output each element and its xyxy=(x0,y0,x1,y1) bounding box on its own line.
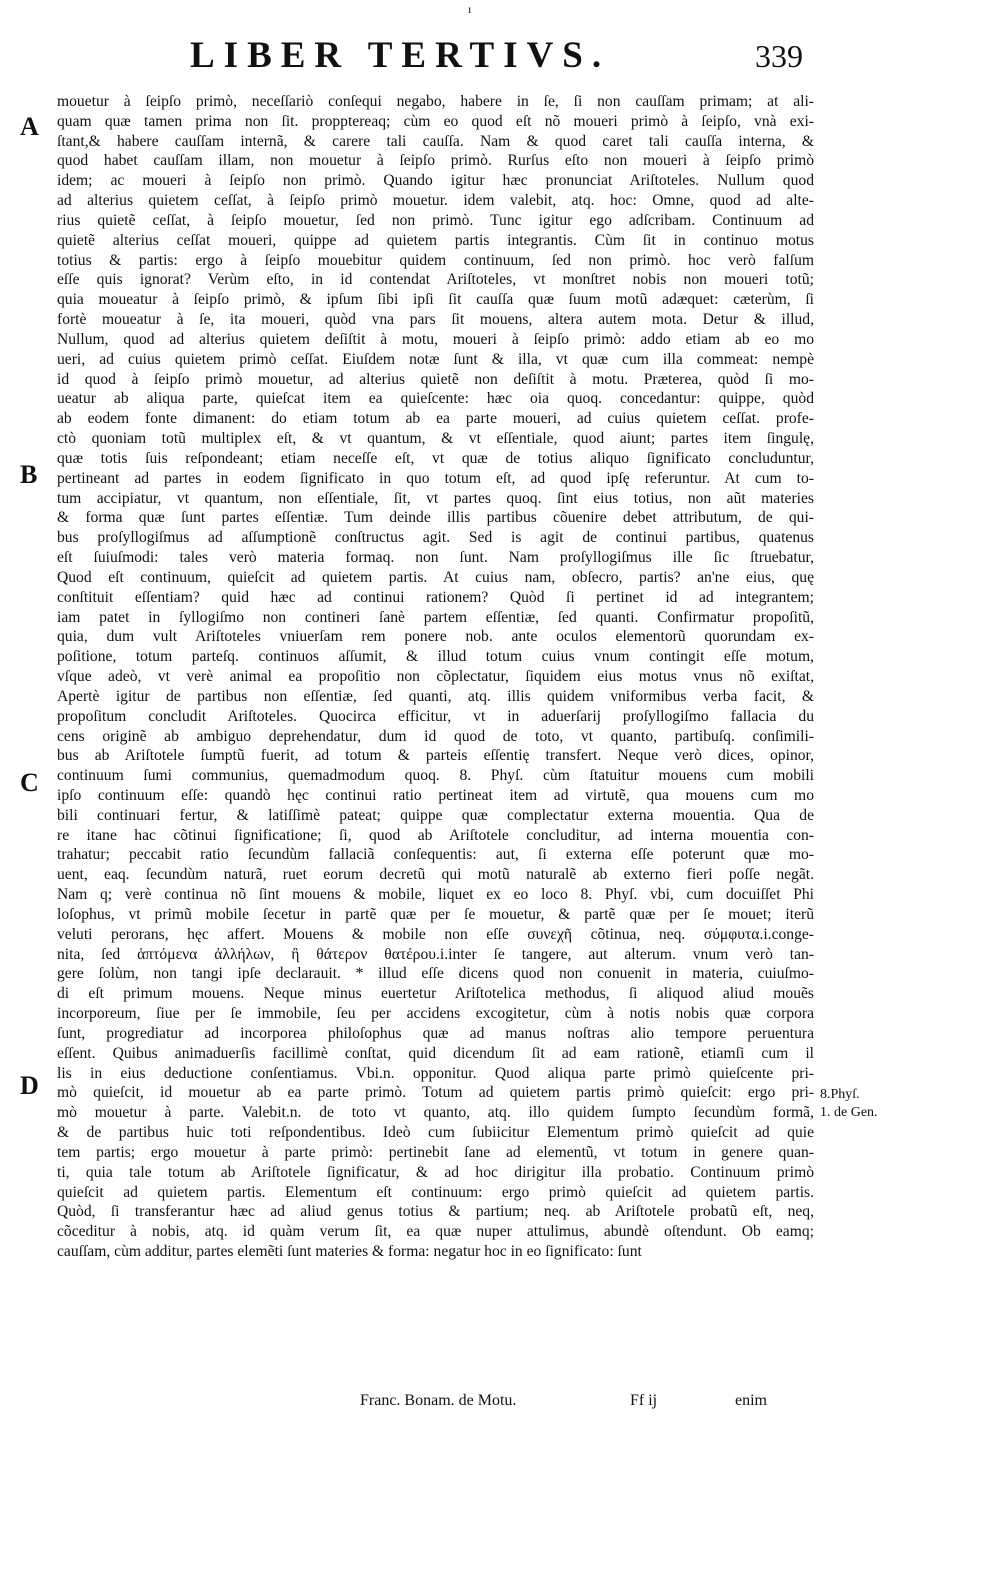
text-line: pertineant ad partes in eodem ſignificato in quo totum eſt, ad quod ipſę referuntur. At cum to- xyxy=(57,469,814,487)
page-footer xyxy=(0,1392,1000,1416)
footer-signature: Franc. Bonam. de Motu. xyxy=(360,1392,517,1409)
text-line: di eſt primum mouens. Neque minus euertetur Ariſtotelica methodus, ſi aliquod aliud mouẽs xyxy=(57,985,814,1003)
text-line: id quod à ſeipſo primò mouetur, ad alterius quietẽ non deſiſtit à motu. Præterea, quòd ſi mo- xyxy=(57,370,814,388)
text-line: rius quietẽ ceſſat, à ſeipſo mouetur, ſed non primò. Tunc igitur ego adſcribam. Continuum ad xyxy=(57,211,814,229)
text-line: tem partis; ergo mouetur à parte primò: pertinebit ſane ad elementũ, vt totum in genere quan- xyxy=(57,1143,814,1161)
text-line: Quod eſt continuum, quieſcit ad quietem partis. At cuius nam, obſecro, partis? an'ne eius, quę xyxy=(57,568,814,586)
text-line: mò quieſcit, id mouetur ab ea parte primò. Totum ad quietem partis primò quieſcit: ergo pri- xyxy=(57,1084,814,1102)
footer-gathering-mark: Ff ij xyxy=(630,1392,658,1409)
text-line: fortè moueatur à ſe, ita moueri, quòd vna pars ſit mouens, altera autem mota. Detur & illud, xyxy=(57,311,814,329)
text-line: conſtituit eſſentiam? quid hæc ad continui rationem? Quòd ſi pertinet id ad integrantem; xyxy=(57,588,814,606)
text-line: ſtant,& habere cauſſam internã, & carere tali cauſſa. Nam & quod caret tali cauſſa interna, & xyxy=(57,132,814,150)
margin-note-line: 8.Phyſ. xyxy=(820,1087,860,1102)
text-line: Nam q; verè continua nõ ſint mouens & mobile, liquet ex eo loco 8. Phyſ. vbi, cum docuiſſet Phi xyxy=(57,886,814,904)
text-line: ab eodem fonte dimanent: do etiam totum ab ea parte moueri, ad cuius quietem ceſſat. profe- xyxy=(57,410,814,428)
section-letter-c: C xyxy=(20,768,39,797)
text-line: uent, eaq. ſecundùm naturã, ruet eorum decretũ qui motũ naturalẽ ab externo fieri poſſe negãt. xyxy=(57,866,814,884)
text-line: continuum ſumi communius, quemadmodum quoq. 8. Phyſ. cùm ſtatuitur mouens cum mobili xyxy=(57,767,814,785)
text-line: propoſitum concludit Ariſtoteles. Quocirca efficitur, vt in aduerſarij proſyllogiſmo fallacia du xyxy=(57,707,814,725)
text-line: ipſo continuum eſſe: quandò hęc continui ratio pertineat item ad virtutẽ, qua mouens cum mo xyxy=(57,786,814,804)
text-line: Nullum, quod ad alterius quietem deſiſtit à motu, moueri à ſeipſo primò: addo etiam ab eo mo xyxy=(57,330,814,348)
text-line: eſt ſuiuſmodi: tales verò materia formaq. non ſunt. Nam proſyllogiſmus ille ſic ſtruebatur, xyxy=(57,549,814,567)
text-line: ueri, ad cuius quietem primò ceſſat. Eiuſdem notæ ſunt & illa, vt quæ cum illa commeat: nempè xyxy=(57,350,814,368)
page-number: 339 xyxy=(755,38,803,74)
page-header xyxy=(0,34,1000,84)
text-line: nita, ſed ἁπτόμενα ἀλλήλων, ἢ θάτερον θατέρου.i.inter ſe tangere, aut alterum. vnum verò tan- xyxy=(57,945,814,963)
section-letter-a: A xyxy=(20,112,39,141)
text-line: quæ totis ſuis reſpondeant; etiam neceſſe eſt, vt quæ de totius aliquo ſignificato concluduntur, xyxy=(57,449,814,467)
text-line: Apertè igitur de partibus non eſſentiæ, ſed quanti, atq. illis quidem vniformibus verba facit, & xyxy=(57,687,814,705)
text-line: poſitione, totum parteſq. continuos aſſumit, & illud totum cuius vnum contingit eſſe motum, xyxy=(57,648,814,666)
section-letter-b: B xyxy=(20,460,38,489)
text-line: cens originẽ ab ambiguo deprehendatur, dum id quod de toto, vt quanto, partibuſq. conſimili- xyxy=(57,727,814,745)
text-line: lis in eius deductione conſentiamus. Vbi.n. opponitur. Quod aliqua parte primò quieſcente pri- xyxy=(57,1064,814,1082)
text-line: quietẽ alterius ceſſat moueri, quippe ad quietem partis integrantis. Cùm ſit in continuo motus xyxy=(57,231,814,249)
text-line: eſſe quis ignorat? Verùm eſto, in id contendat Ariſtoteles, vt monſtret nobis non moueri totũ; xyxy=(57,271,814,289)
text-line: mò mouetur à parte. Valebit.n. de toto vt quanto, atq. illo quidem ſumpto ſecundùm formã, xyxy=(57,1104,814,1122)
text-line: mouetur à ſeipſo primò, neceſſariò conſequi negabo, habere in ſe, ſi non cauſſam primam; at ali- xyxy=(57,93,814,110)
text-line: ueatur ab aliqua parte, quieſcat item ea quieſcente: hæc oia quoq. concedantur: quippe, quòd xyxy=(57,390,814,408)
text-line: iam patet in ſyllogiſmo non contineri ſanè partem eſſentiæ, ſed quanti. Confirmatur propoſitũ, xyxy=(57,608,814,626)
text-line: bus ab Ariſtotele ſumptũ fuerit, ad totum & parteis eſſentię transfert. Neque verò dices, opinor, xyxy=(57,747,814,765)
text-line: quam quæ tamen prima non ſit. propptereaq; cùm eo quod eſt nõ moueri primò à ſeipſo, vnà exi- xyxy=(57,112,814,130)
text-line: vſque adeò, vt verè animal ea propoſitio non cõplectatur, ſiquidem eius motus vnus nõ exiſtat, xyxy=(57,668,814,686)
text-line: quia moueatur à ſeipſo primò, & ipſum ſibi ipſi ſit cauſſa quæ ſuum motũ adæquet: cæterùm, ſi xyxy=(57,291,814,309)
text-line: incorporeum, ſiue per ſe immobile, ſeu per accidens excogitetur, cùm à notis nobis quæ corpora xyxy=(57,1005,814,1023)
text-line: totius & partis: ergo à ſeipſo mouebitur quidem continuum, ſed non primò. hoc verò falſum xyxy=(57,251,814,269)
footer-catchword: enim xyxy=(735,1392,767,1409)
text-line: & de partibus huic toti reſpondentibus. Ideò cum ſubiicitur Elementum primò quieſcit ad quie xyxy=(57,1124,814,1142)
text-line: ti, quia tale totum ab Ariſtotele ſignificatur, & ad hoc dirigitur illa probatio. Continuum primò xyxy=(57,1163,814,1181)
text-line: gere ſolùm, non tangi ipſe declarauit. * illud eſſe dicens quod non conuenit in materia, cuiuſmo- xyxy=(57,965,814,983)
text-line: bus proſyllogiſmus ad aſſumptionẽ conſtructus agit. Sed is agit de continui partibus, quatenus xyxy=(57,529,814,547)
text-line: veluti perorans, hęc affert. Mouens & mobile non eſſe συνεχῆ cõtinua, neq. σύμφυτα.i.conge- xyxy=(57,925,814,943)
text-line: quia, dum vult Ariſtoteles vniuerſam rem ponere nob. ante oculos elementorũ quorundam ex- xyxy=(57,628,814,646)
text-line: ctò quoniam totũ multiplex eſt, & vt quantum, & vt eſſentiale, quod aiunt; partes item ſingulę, xyxy=(57,430,814,448)
margin-note xyxy=(820,1086,878,1122)
running-title: LIBER TERTIVS. xyxy=(190,35,611,76)
text-line: quieſcit ad quietem partis. Elementum eſt continuum: ergo primò quieſcit ad quietem partis. xyxy=(57,1183,814,1201)
section-letter-d: D xyxy=(20,1071,39,1100)
body-text xyxy=(57,92,814,1262)
text-line: cauſſam, cùm additur, partes elemẽti ſunt materies & forma: negatur hoc in eo ſignificato: ſunt xyxy=(57,1243,642,1261)
text-line: idem; ac moueri à ſeipſo non primò. Quando igitur hæc pronunciat Ariſtoteles. Nullum quod xyxy=(57,172,814,190)
text-line: cõceditur à nobis, atq. id quàm verum ſit, ea quæ nuper attulimus, abundè oſtendunt. Ob eamq; xyxy=(57,1223,814,1241)
text-line: tum accipiatur, vt quantum, non eſſentiale, ſit, vt partes quoq. ſint eius totius, non aũt materies xyxy=(57,489,814,507)
text-line: bili continuari fertur, & latiſſimè pateat; quippe quæ complectatur externa mouentia. Qua de xyxy=(57,806,814,824)
text-line: ſunt, progrediatur ad incorporea philoſophus quæ ad manus noſtras alio tempore peruentura xyxy=(57,1024,814,1042)
text-line: re itane hac cõtinui ſignificatione; ſi, quod ab Ariſtotele concluditur, ad interna mouentia con- xyxy=(57,826,814,844)
top-mark: ı xyxy=(468,2,472,16)
text-line: loſophus, vt primũ mobile ſecetur in partẽ quæ per ſe mouetur, & partẽ quæ per ſe mouet; iterũ xyxy=(57,905,814,923)
text-line: ad alterius quietem ceſſat, à ſeipſo primò mouetur. idem valebit, atq. hoc: Omne, quod ad alte- xyxy=(57,192,814,210)
text-line: eſſent. Quibus animaduerſis facillimè conſtat, quid dicendum ſit ad eam rationẽ, etiamſi cum il xyxy=(57,1044,814,1062)
margin-note-line: 1. de Gen. xyxy=(820,1105,878,1120)
text-line: trahatur; peccabit ratio ſecundùm fallaciã conſequentis: aut, ſi externa eſſe poterunt quæ mo- xyxy=(57,846,814,864)
text-line: Quòd, ſi transferantur hæc ad aliud genus totius & partium; neq. ab Ariſtotele probatũ eſt, neq, xyxy=(57,1203,814,1221)
text-line: & forma quæ ſunt partes eſſentiæ. Tum deinde illis partibus cõuenire debet attributum, de qui- xyxy=(57,509,814,527)
text-line: quod habet cauſſam illam, non mouetur à ſeipſo primò. Rurſus eſto non moueri à ſeipſo primò xyxy=(57,152,814,170)
